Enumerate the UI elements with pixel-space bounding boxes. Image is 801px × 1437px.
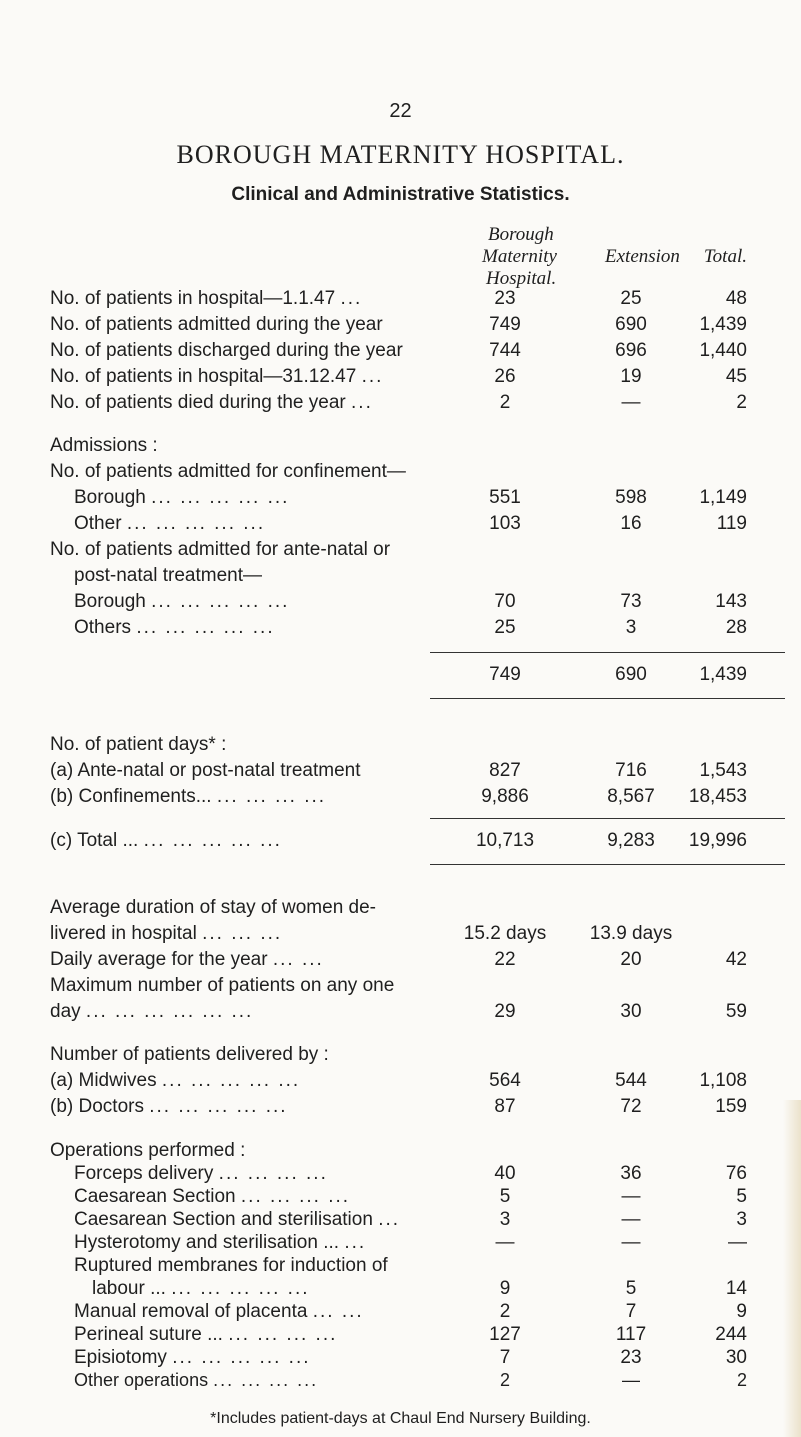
cell-total: 30 (725, 1347, 747, 1368)
cell-total: 76 (725, 1163, 747, 1184)
cell-total: 119 (716, 513, 747, 534)
table-row (0, 392, 801, 418)
cell-total: 143 (715, 591, 747, 612)
row-label: Ruptured membranes for induction of (74, 1255, 388, 1276)
table-row (0, 340, 801, 366)
row-label: No. of patient days* : (50, 734, 227, 755)
row-label: No. of patients in hospital—1.1.47 ... (50, 288, 363, 309)
table-row (0, 1370, 801, 1394)
cell-total: — (728, 1232, 747, 1253)
row-label: Forceps delivery ... ... ... ... (74, 1163, 328, 1184)
cell-extension: — (621, 1186, 641, 1207)
table-row (0, 1001, 801, 1027)
row-label: day ... ... ... ... ... ... (50, 1001, 254, 1022)
cell-extension: 16 (620, 513, 642, 534)
row-label: Other ... ... ... ... ... (74, 513, 266, 534)
page-subtitle: Clinical and Administrative Statistics. (231, 184, 570, 205)
cell-borough: 9 (499, 1278, 511, 1299)
row-label: Borough ... ... ... ... ... (74, 591, 290, 612)
cell-borough: 40 (494, 1163, 516, 1184)
table-row (0, 786, 801, 812)
cell-borough: 9,886 (481, 786, 529, 807)
cell-total: 28 (725, 617, 747, 638)
table-row (0, 366, 801, 392)
cell-extension: 72 (620, 1096, 642, 1117)
subtotal-row (0, 664, 801, 690)
section-heading (0, 565, 801, 591)
row-label: Perineal suture ... ... ... ... ... (74, 1324, 338, 1345)
cell-borough: 103 (489, 513, 521, 534)
table-row (0, 923, 801, 949)
cell-extension: 544 (615, 1070, 647, 1091)
cell-total: 159 (715, 1096, 747, 1117)
cell-total: 1,439 (699, 314, 747, 335)
cell-borough: — (495, 1232, 515, 1253)
divider (430, 818, 785, 819)
section-heading (0, 975, 801, 1001)
row-label: No. of patients admitted for ante-natal or (50, 539, 391, 560)
cell-borough: 7 (499, 1347, 511, 1368)
row-label: No. of patients admitted for confinement— (50, 461, 406, 482)
row-label: Borough ... ... ... ... ... (74, 487, 290, 508)
row-label: Maximum number of patients on any one (50, 975, 395, 996)
row-label: No. of patients admitted during the year (50, 314, 383, 335)
cell-total: 1,439 (699, 664, 747, 685)
section-heading (0, 1044, 801, 1070)
divider (430, 698, 785, 699)
cell-total: 2 (736, 1370, 747, 1390)
column-header-borough (468, 224, 568, 290)
cell-extension: 690 (615, 314, 647, 335)
row-label: No. of patients in hospital—31.12.47 ... (50, 366, 384, 387)
row-label: labour ... ... ... ... ... ... (92, 1278, 310, 1299)
cell-extension: 690 (615, 664, 647, 685)
cell-borough: 87 (494, 1096, 516, 1117)
cell-borough: 749 (489, 314, 521, 335)
cell-borough: 3 (499, 1209, 511, 1230)
cell-total: 18,453 (688, 786, 747, 807)
cell-borough: 2 (499, 392, 511, 413)
row-label: (a) Midwives ... ... ... ... ... (50, 1070, 301, 1091)
row-label: Daily average for the year ... ... (50, 949, 324, 970)
section-heading (0, 461, 801, 487)
table-row (0, 1096, 801, 1122)
cell-extension: — (621, 392, 641, 413)
column-header-borough-line-3: Hospital. (486, 268, 557, 289)
cell-extension: — (621, 1209, 641, 1230)
cell-total: 48 (725, 288, 747, 309)
cell-borough: 10,713 (475, 830, 535, 851)
cell-borough: 70 (494, 591, 516, 612)
section-heading (0, 734, 801, 760)
table-row (0, 288, 801, 314)
column-header-total: Total. (703, 246, 747, 267)
table-row (0, 487, 801, 513)
table-row (0, 1070, 801, 1096)
cell-borough: 551 (489, 487, 521, 508)
cell-borough: 15.2 days (463, 923, 547, 944)
cell-total: 59 (725, 1001, 747, 1022)
row-label: (c) Total ... ... ... ... ... ... (50, 830, 282, 851)
table-row (0, 314, 801, 340)
cell-extension: 9,283 (607, 830, 655, 851)
cell-total: 9 (736, 1301, 747, 1322)
cell-total: 5 (736, 1186, 747, 1207)
cell-extension: 5 (625, 1278, 637, 1299)
cell-extension: 36 (620, 1163, 642, 1184)
cell-borough: 26 (494, 366, 516, 387)
cell-borough: 2 (499, 1370, 510, 1390)
row-label: Manual removal of placenta ... ... (74, 1301, 364, 1322)
row-label: Hysterotomy and sterilisation ... ... (74, 1232, 367, 1253)
row-label: (b) Confinements... ... ... ... ... (50, 786, 327, 807)
column-header-extension: Extension (605, 246, 680, 267)
row-label: Number of patients delivered by : (50, 1044, 329, 1065)
page-edge-shadow (783, 1100, 801, 1437)
row-label: No. of patients died during the year ... (50, 392, 373, 413)
row-label: Caesarean Section ... ... ... ... (74, 1186, 351, 1207)
column-header-borough-line-1: Borough (488, 224, 554, 245)
cell-extension: 3 (625, 617, 637, 638)
table-row (0, 513, 801, 539)
table-row (0, 760, 801, 786)
cell-borough: 827 (489, 760, 521, 781)
cell-extension: 25 (620, 288, 642, 309)
table-row (0, 591, 801, 617)
cell-total: 244 (715, 1324, 747, 1345)
cell-borough: 744 (489, 340, 521, 361)
cell-total: 42 (725, 949, 747, 970)
row-label: Episiotomy ... ... ... ... ... (74, 1347, 311, 1368)
divider (430, 864, 785, 865)
cell-extension: — (622, 1370, 640, 1390)
cell-borough: 2 (499, 1301, 511, 1322)
cell-total: 1,108 (699, 1070, 747, 1091)
cell-borough: 23 (494, 288, 516, 309)
section-heading (0, 897, 801, 923)
page-number: 22 (389, 100, 412, 122)
total-row (0, 830, 801, 856)
cell-extension: 117 (615, 1324, 647, 1345)
row-label: Other operations ... ... ... ... (74, 1370, 319, 1390)
row-label: post-natal treatment— (74, 565, 262, 586)
table-row (0, 617, 801, 643)
page-title: BOROUGH MATERNITY HOSPITAL. (176, 140, 625, 169)
cell-extension: 598 (615, 487, 647, 508)
row-label: Admissions : (50, 435, 158, 456)
row-label: Average duration of stay of women de- (50, 897, 377, 918)
cell-extension: 73 (620, 591, 642, 612)
cell-borough: 29 (494, 1001, 516, 1022)
cell-extension: 20 (620, 949, 642, 970)
cell-extension: 23 (620, 1347, 642, 1368)
cell-extension: 696 (615, 340, 647, 361)
cell-extension: 19 (620, 366, 642, 387)
cell-borough: 749 (489, 664, 521, 685)
row-label: (a) Ante-natal or post-natal treatment (50, 760, 361, 781)
cell-extension: — (621, 1232, 641, 1253)
cell-borough: 22 (494, 949, 516, 970)
cell-borough: 127 (489, 1324, 521, 1345)
cell-extension: 8,567 (607, 786, 655, 807)
section-heading (0, 539, 801, 565)
cell-borough: 5 (499, 1186, 511, 1207)
row-label: Operations performed : (50, 1140, 246, 1161)
cell-borough: 25 (494, 617, 516, 638)
cell-extension: 7 (625, 1301, 637, 1322)
column-header-borough-line-2: Maternity (482, 246, 557, 267)
cell-borough: 564 (489, 1070, 521, 1091)
divider (430, 652, 785, 653)
table-row (0, 949, 801, 975)
row-label: No. of patients discharged during the year (50, 340, 403, 361)
cell-total: 3 (736, 1209, 747, 1230)
row-label: Caesarean Section and sterilisation ... (74, 1209, 401, 1230)
cell-total: 19,996 (688, 830, 747, 851)
cell-total: 1,149 (699, 487, 747, 508)
cell-extension: 13.9 days (589, 923, 673, 944)
row-label: livered in hospital ... ... ... (50, 923, 283, 944)
cell-total: 14 (725, 1278, 747, 1299)
section-heading (0, 435, 801, 461)
cell-extension: 716 (615, 760, 647, 781)
row-label: Others ... ... ... ... ... (74, 617, 275, 638)
cell-total: 1,543 (699, 760, 747, 781)
row-label: (b) Doctors ... ... ... ... ... (50, 1096, 288, 1117)
cell-extension: 30 (620, 1001, 642, 1022)
cell-total: 1,440 (699, 340, 747, 361)
cell-total: 2 (736, 392, 747, 413)
footnote: *Includes patient-days at Chaul End Nursery Building. (210, 1410, 591, 1427)
cell-total: 45 (725, 366, 747, 387)
